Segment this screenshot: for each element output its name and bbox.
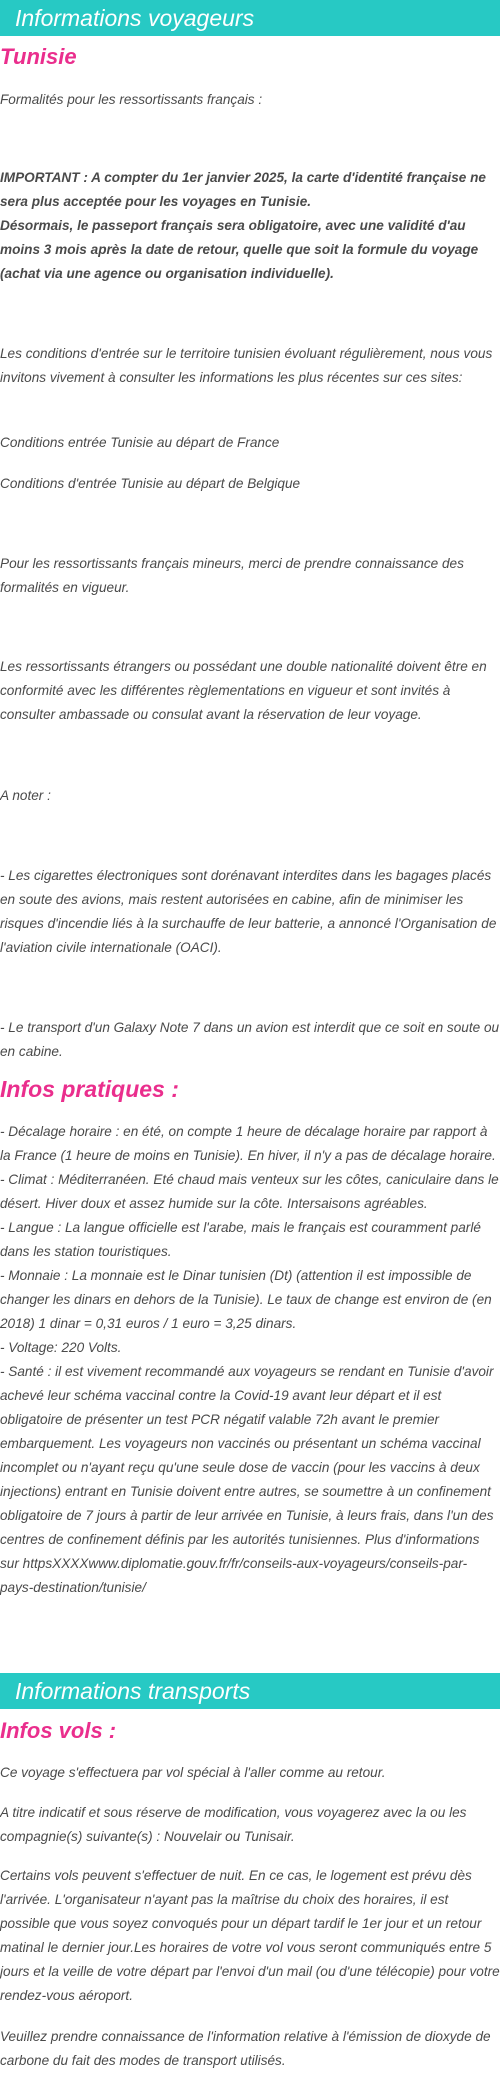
country-title: Tunisie	[0, 44, 77, 69]
etrangers-text: Les ressortissants étrangers ou possédant une double nationalité doivent être en conformité avec les différentes règlementations en vigueur et sont invités à consulter ambassade ou consulat avant la réservation de leur voyage.	[0, 659, 487, 722]
infos-pratiques-title: Infos pratiques :	[0, 1076, 179, 1102]
conditions-intro: Les conditions d'entrée sur le territoire tunisien évoluant régulièrement, nous vous invitons vivement à consulter les informations les plus récentes sur ces sites:	[0, 346, 493, 385]
galaxy-note: - Le transport d'un Galaxy Note 7 dans un avion est interdit que ce soit en soute ou en cabine.	[0, 1020, 500, 1059]
a-noter-label: A noter :	[0, 788, 51, 803]
horaires-text: Certains vols peuvent s'effectuer de nuit. En ce cas, le logement est prévu dès l'arrivée. L'organisateur n'ayant pas la maîtrise du choix des horaires, il est possible que vous soyez convoqués pour un départ tardif le 1er jour et un retour matinal le dernier jour.Les horaires de votre vol vous seront communiqués entre 5 jours et la veille de votre départ par l'envoi d'un mail (ou d'une télécopie) pour votre rendez-vous aéroport.	[0, 1868, 500, 2003]
cigarettes-note: - Les cigarettes électroniques sont dorénavant interdites dans les bagages placés en soute des avions, mais restent autorisées en cabine, afin de minimiser les risques d'incendie liés à la surchauffe de leur batterie, a annoncé l'Organisation de l'aviation civile internationale (OACI).	[0, 868, 497, 955]
vol-special-text: Ce voyage s'effectuera par vol spécial à l'aller comme au retour.	[0, 1765, 386, 1780]
formalites-text: Formalités pour les ressortissants français :	[0, 92, 263, 107]
link-conditions-belgique[interactable]: Conditions d'entrée Tunisie au départ de Belgique	[0, 476, 301, 491]
co2-text: Veuillez prendre connaissance de l'information relative à l'émission de dioxyde de carbone du fait des modes de transport utilisés.	[0, 2029, 491, 2068]
section-header-transports: Informations transports	[0, 1673, 500, 1709]
compagnies-text: A titre indicatif et sous réserve de modification, vous voyagerez avec la ou les compagnie(s) suivante(s) : Nouvelair ou Tunisair.	[0, 1805, 467, 1844]
infos-vols-title: Infos vols :	[0, 1718, 117, 1743]
infos-pratiques-text: - Décalage horaire : en été, on compte 1 heure de décalage horaire par rapport à la France (1 heure de moins en Tunisie). En hiver, il n'y a pas de décalage horaire. - Climat : Méditerranéen. Eté chaud mais venteux sur les côtes, caniculaire dans le désert. Hiver doux et assez humide sur la côte. Intersaisons agréables. - Langue : La langue officielle est l'arabe, mais le français est couramment parlé dans les station touristiques. - Monnaie : La monnaie est le Dinar tunisien (Dt) (attention il est impossible de changer les dinars en dehors de la Tunisie). Le taux de change est environ de (en 2018) 1 dinar = 0,31 euros / 1 euro = 3,25 dinars. - Voltage: 220 Volts. - Santé : il est vivement recommandé aux voyageurs se rendant en Tunisie d'avoir achevé leur schéma vaccinal contre la Covid-19 avant leur départ et il est obligatoire de présenter un test PCR négatif valable 72h avant le premier embarquement. Les voyageurs non vaccinés ou présentant un schéma vaccinal incomplet ou n'ayant reçu qu'une seule dose de vaccin (pour les vaccins à deux injections) entrant en Tunisie doivent entre autres, se soumettre à un confinement obligatoire de 7 jours à partir de leur arrivée en Tunisie, à leurs frais, dans l'un des centres de confinement définis par les autorités tunisiennes. Plus d'informations sur httpsXXXXwww.diplomatie.gouv.fr/fr/conseils-aux-voyageurs/conseils-par-pays-destination/tunisie/	[0, 1124, 499, 1595]
link-conditions-france[interactable]: Conditions entrée Tunisie au départ de France	[0, 435, 280, 450]
important-notice: IMPORTANT : A compter du 1er janvier 2025, la carte d'identité française ne sera plus acceptée pour les voyages en Tunisie. Désormais, le passeport français sera obligatoire, avec une validité d'au moins 3 mois après la date de retour, quelle que soit la formule du voyage (achat via une agence ou organisation individuelle).	[0, 170, 486, 281]
mineurs-text: Pour les ressortissants français mineurs, merci de prendre connaissance des formalités en vigueur.	[0, 556, 464, 595]
section-header-voyageurs: Informations voyageurs	[0, 0, 500, 36]
